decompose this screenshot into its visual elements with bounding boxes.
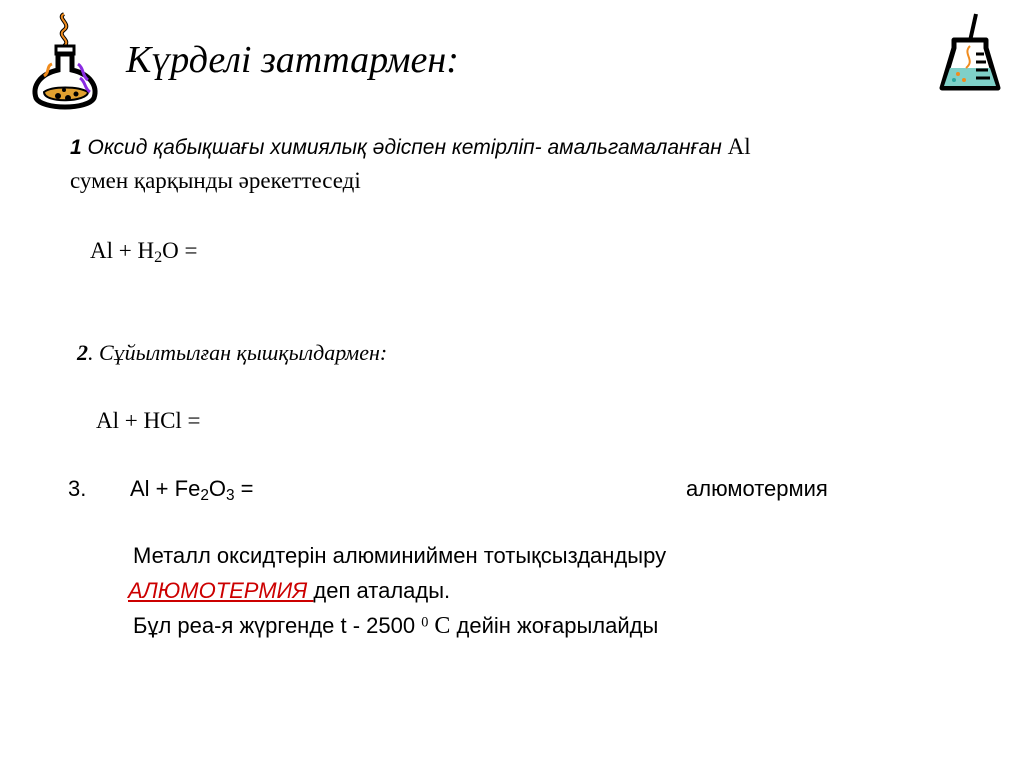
temperature-unit: С [428,613,451,639]
item3-term: алюмотермия [686,476,828,501]
item3-number: 3. [68,476,87,501]
eq3-sub1: 2 [200,486,209,504]
item2-text: . Сұйылтылған қышқылдармен: [88,340,388,365]
item1-text: Оксид қабықшағы химиялық әдіспен кетірліп- амальгамаланған [81,136,728,159]
note-line-2-rest: деп аталады. [313,578,451,603]
note-line-3-b: дейін жоғарылайды [450,613,659,638]
item1-number: 1 [70,136,82,159]
eq3-part-b: O [208,476,226,501]
equation-3 [130,476,254,505]
item1-line2: сумен қарқынды әрекеттеседі [70,168,361,193]
eq1-part-b: H [137,238,155,263]
flask-icon [22,8,108,114]
beaker-icon [936,10,1004,96]
item2 [77,340,387,366]
note-line-2 [128,578,450,604]
slide-title: Күрделі заттармен: [126,39,459,81]
item1-metal: Al [727,134,751,159]
eq1-part-a: Al + [90,238,138,263]
eq1-part-c: O = [162,238,198,263]
note-line-1: Металл оксидтерін алюминиймен тотықсыздандыру [133,543,667,568]
equation-2: Al + HCl = [96,408,201,433]
eq3-part-c: = [234,476,254,501]
note-line-3 [133,613,658,640]
highlight-term: АЛЮМОТЕРМИЯ [128,578,314,603]
eq1-subscript: 2 [154,249,163,267]
eq3-sub2: 3 [226,486,235,504]
equation-1 [90,238,198,267]
eq3-part-a: Al + Fe [130,476,201,501]
item2-number: 2 [77,340,88,365]
note-line-3-a: Бұл реа-я жүргенде t - 2500 [133,613,422,638]
degree-superscript: 0 [421,614,429,631]
item1-line1 [70,134,751,160]
